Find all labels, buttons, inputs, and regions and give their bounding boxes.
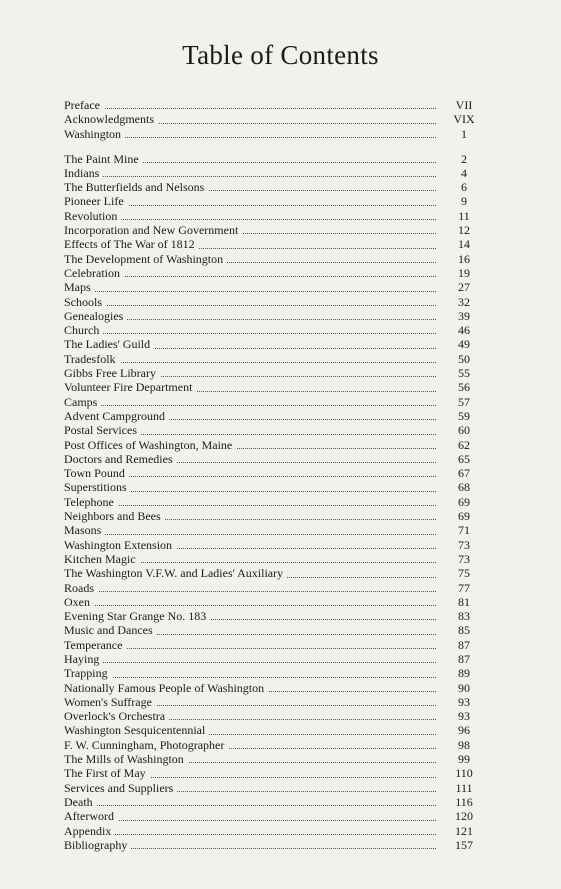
toc-entry-label: Trapping: [64, 666, 112, 680]
toc-entry: [64, 666, 484, 680]
toc-entry-label: Pioneer Life: [64, 194, 128, 208]
toc-entry-label: Women's Suffrage: [64, 695, 156, 709]
toc-entry-label: Temperance: [64, 638, 126, 652]
toc-entry-page: 93: [458, 709, 470, 724]
toc-entry-page: 99: [458, 752, 470, 767]
toc-entry-page: 87: [458, 651, 470, 666]
toc-entry-page: 157: [455, 837, 473, 852]
toc-entry-label: Gibbs Free Library: [64, 366, 160, 380]
toc-entry: [64, 438, 484, 452]
dot-leader: [64, 677, 436, 678]
toc-entry-page: 50: [458, 351, 470, 366]
toc-entry: [64, 423, 484, 437]
toc-entry-page: 77: [458, 580, 470, 595]
toc-entry-label: Incorporation and New Government: [64, 223, 242, 237]
toc-entry-page: 116: [455, 794, 473, 809]
toc-entry-page: 6: [461, 180, 467, 195]
toc-entry-label: Services and Suppliers: [64, 781, 177, 795]
toc-entry: [64, 237, 484, 251]
toc-entry-label: The Paint Mine: [64, 152, 143, 166]
toc-entry-label: Camps: [64, 395, 101, 409]
toc-entry: [64, 452, 484, 466]
toc-entry: [64, 566, 484, 580]
toc-entry-label: Preface: [64, 98, 104, 112]
toc-entry: [64, 652, 484, 666]
toc-entry-page: 12: [458, 223, 470, 238]
toc-entry-page: 69: [458, 494, 470, 509]
toc-entry-label: Maps: [64, 280, 95, 294]
toc-entry-page: 55: [458, 366, 470, 381]
toc-entry-page: VII: [455, 98, 473, 112]
toc-entry: [64, 709, 484, 723]
toc-entry-label: Indians: [64, 166, 103, 180]
toc-entry: [64, 127, 484, 141]
toc-entry: [64, 523, 484, 537]
toc-entry: [64, 495, 484, 509]
toc-entry-label: Superstitions: [64, 480, 131, 494]
toc-entry-label: Nationally Famous People of Washington: [64, 681, 268, 695]
toc-entry-page: 46: [458, 323, 470, 338]
toc-entry: [64, 252, 484, 266]
toc-entry: [64, 623, 484, 637]
toc-entry-label: Masons: [64, 523, 105, 537]
toc-entry: [64, 98, 484, 112]
toc-entry: [64, 266, 484, 280]
dot-leader: [64, 291, 436, 292]
toc-entry-page: 19: [458, 265, 470, 280]
toc-entry: [64, 166, 484, 180]
toc-entry-label: Neighbors and Bees: [64, 509, 165, 523]
toc-entry-label: Advent Campground: [64, 409, 169, 423]
toc-entry-page: 57: [458, 394, 470, 409]
toc-entry-page: 120: [455, 809, 473, 824]
toc-entry: [64, 180, 484, 194]
toc-entry: [64, 809, 484, 823]
toc-entry: [64, 280, 484, 294]
toc-entry-label: Schools: [64, 295, 106, 309]
toc-entry-page: 71: [458, 523, 470, 538]
toc-entry-page: 1: [461, 126, 467, 141]
toc-entry-label: Music and Dances: [64, 623, 157, 637]
toc-entry-label: Post Offices of Washington, Maine: [64, 438, 236, 452]
toc-entry-page: 67: [458, 466, 470, 481]
toc-entry: [64, 323, 484, 337]
toc-entry-label: The Ladies' Guild: [64, 337, 154, 351]
dot-leader: [64, 505, 436, 506]
dot-leader: [64, 305, 436, 306]
toc-entry: [64, 552, 484, 566]
toc-entry-label: Postal Services: [64, 423, 141, 437]
toc-entry-label: Afterword: [64, 809, 118, 823]
toc-entry: [64, 738, 484, 752]
toc-entry: [64, 538, 484, 552]
toc-entry-page: 14: [458, 237, 470, 252]
toc-entry-page: 85: [458, 623, 470, 638]
toc-entry-page: 2: [461, 151, 467, 166]
toc-entry-label: Roads: [64, 581, 98, 595]
toc-entry: [64, 295, 484, 309]
toc-entry: [64, 766, 484, 780]
toc-entry-page: 49: [458, 337, 470, 352]
toc-entry: [64, 595, 484, 609]
dot-leader: [64, 820, 436, 821]
toc-entry-page: 87: [458, 637, 470, 652]
toc-entry-page: 73: [458, 537, 470, 552]
toc-entry: [64, 309, 484, 323]
toc-entry-page: 59: [458, 408, 470, 423]
dot-leader: [64, 176, 436, 177]
dot-leader: [64, 591, 436, 592]
toc-entry-page: 9: [461, 194, 467, 209]
dot-leader: [64, 405, 436, 406]
toc-entry: [64, 352, 484, 366]
toc-entry-label: Celebration: [64, 266, 124, 280]
toc-entry: [64, 480, 484, 494]
toc-entry-page: 39: [458, 308, 470, 323]
toc-entry-page: 56: [458, 380, 470, 395]
toc-entry: [64, 337, 484, 351]
toc-entry-page: 89: [458, 666, 470, 681]
toc-entry-label: Overlock's Orchestra: [64, 709, 169, 723]
toc-entry-page: 81: [458, 594, 470, 609]
toc-entry-page: 32: [458, 294, 470, 309]
toc-entry-label: Kitchen Magic: [64, 552, 140, 566]
toc-entry: [64, 509, 484, 523]
toc-entry-label: Church: [64, 323, 103, 337]
toc-entry: [64, 795, 484, 809]
toc-entry-page: 62: [458, 437, 470, 452]
toc-entry-page: 93: [458, 694, 470, 709]
toc-entry-label: Bibliography: [64, 838, 131, 852]
dot-leader: [64, 605, 436, 606]
toc-entry-page: 111: [455, 780, 473, 795]
toc-entry-label: The Washington V.F.W. and Ladies' Auxiliary: [64, 566, 287, 580]
dot-leader: [64, 333, 436, 334]
toc-entry-label: Appendix: [64, 824, 115, 838]
toc-entry-label: Washington Sesquicentennial: [64, 723, 209, 737]
toc-entry-page: 4: [461, 165, 467, 180]
toc-entry-label: Genealogies: [64, 309, 127, 323]
toc-entry-page: 96: [458, 723, 470, 738]
toc-entry: [64, 581, 484, 595]
toc-entry-label: Washington: [64, 127, 125, 141]
toc-entry-label: Acknowledgments: [64, 112, 158, 126]
dot-leader: [64, 362, 436, 363]
toc-entry-label: Telephone: [64, 495, 118, 509]
toc-entry-label: The Mills of Washington: [64, 752, 188, 766]
toc-entry-label: Revolution: [64, 209, 121, 223]
page-title: Table of Contents: [182, 40, 379, 70]
toc-entry-label: Haying: [64, 652, 103, 666]
toc-entry-label: Death: [64, 795, 97, 809]
dot-leader: [64, 108, 436, 109]
toc-entry-label: Effects of The War of 1812: [64, 237, 199, 251]
toc-entry: [64, 223, 484, 237]
toc-list: [64, 98, 484, 852]
toc-entry: [64, 609, 484, 623]
toc-entry: [64, 466, 484, 480]
toc-entry-label: Volunteer Fire Department: [64, 380, 196, 394]
toc-entry-page: 121: [455, 823, 473, 838]
toc-entry: [64, 380, 484, 394]
toc-entry-page: VIX: [453, 112, 475, 127]
dot-leader: [64, 805, 436, 806]
toc-entry: [64, 141, 484, 166]
toc-entry-page: 27: [458, 280, 470, 295]
toc-entry-page: 69: [458, 509, 470, 524]
toc-entry: [64, 112, 484, 126]
toc-entry: [64, 194, 484, 208]
toc-entry-page: 68: [458, 480, 470, 495]
toc-entry: [64, 209, 484, 223]
toc-entry-page: 98: [458, 737, 470, 752]
toc-entry: [64, 838, 484, 852]
toc-entry-label: Doctors and Remedies: [64, 452, 177, 466]
toc-entry-page: 90: [458, 680, 470, 695]
dot-leader: [64, 834, 436, 835]
dot-leader: [64, 534, 436, 535]
toc-entry-page: 73: [458, 551, 470, 566]
toc-entry-page: 16: [458, 251, 470, 266]
toc-entry-page: 75: [458, 566, 470, 581]
toc-entry: [64, 638, 484, 652]
toc-entry: [64, 824, 484, 838]
toc-entry-label: Tradesfolk: [64, 352, 120, 366]
toc-entry-page: 65: [458, 451, 470, 466]
toc-entry: [64, 681, 484, 695]
toc-entry-label: F. W. Cunningham, Photographer: [64, 738, 228, 752]
toc-entry-label: The Development of Washington: [64, 252, 227, 266]
toc-entry: [64, 781, 484, 795]
toc-entry-label: Town Pound: [64, 466, 129, 480]
toc-entry: [64, 409, 484, 423]
toc-entry-page: 83: [458, 609, 470, 624]
toc-entry-label: Evening Star Grange No. 183: [64, 609, 210, 623]
toc-entry-label: Washington Extension: [64, 538, 176, 552]
toc-entry: [64, 695, 484, 709]
toc-entry: [64, 366, 484, 380]
dot-leader: [64, 662, 436, 663]
toc-entry-label: Oxen: [64, 595, 94, 609]
toc-entry-page: 110: [455, 766, 473, 781]
toc-entry: [64, 723, 484, 737]
toc-entry-page: 11: [458, 208, 470, 223]
toc-entry-page: 60: [458, 423, 470, 438]
toc-entry-label: The First of May: [64, 766, 150, 780]
toc-entry: [64, 752, 484, 766]
toc-entry-label: The Butterfields and Nelsons: [64, 180, 208, 194]
toc-entry: [64, 395, 484, 409]
